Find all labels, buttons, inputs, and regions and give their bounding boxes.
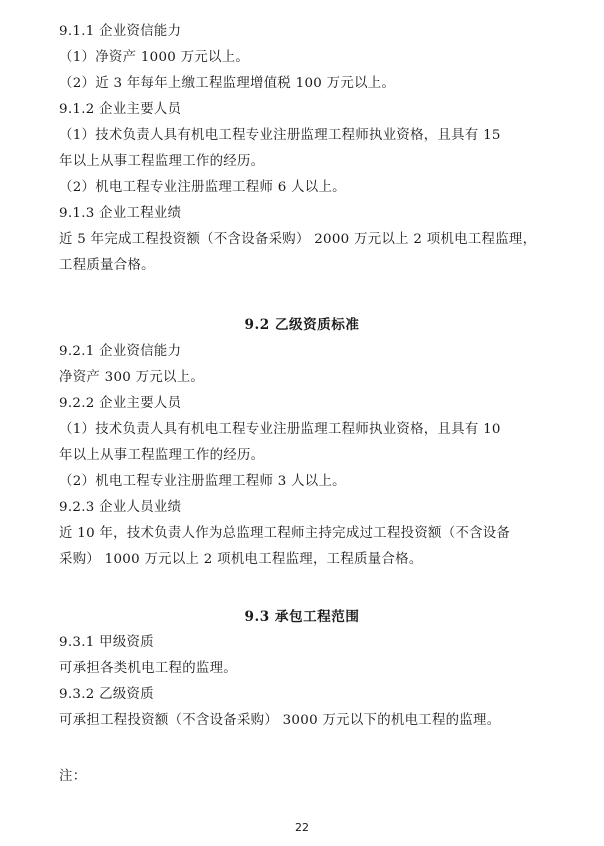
section-heading-9-2: 9.2 乙级资质标准	[244, 317, 360, 333]
section-heading-9-3: 9.3 承包工程范围	[244, 609, 360, 625]
paragraph: 可承担工程投资额（不含设备采购） 3000 万元以下的机电工程的监理。	[59, 713, 501, 728]
list-item: （2）近 3 年每年上缴工程监理增值税 100 万元以上。	[59, 76, 396, 91]
list-item: （1）净资产 1000 万元以上。	[59, 50, 250, 65]
paragraph: 净资产 300 万元以上。	[59, 370, 205, 385]
subsection-title-9-1-3: 9.1.3 企业工程业绩	[59, 206, 182, 221]
paragraph: 可承担各类机电工程的监理。	[59, 661, 237, 676]
page-number: 22	[295, 821, 309, 834]
subsection-title-9-3-1: 9.3.1 甲级资质	[59, 635, 154, 650]
paragraph-continuation: 年以上从事工程监理工作的经历。	[59, 154, 265, 169]
paragraph-continuation: 采购） 1000 万元以上 2 项机电工程监理，工程质量合格。	[59, 552, 423, 567]
list-item: （1）技术负责人具有机电工程专业注册监理工程师执业资格，且具有 15	[59, 128, 501, 143]
paragraph: 近 10 年，技术负责人作为总监理工程师主持完成过工程投资额（不含设备	[59, 526, 511, 541]
subsection-title-9-3-2: 9.3.2 乙级资质	[59, 687, 154, 702]
list-item: （2）机电工程专业注册监理工程师 6 人以上。	[59, 180, 346, 195]
list-item: （1）技术负责人具有机电工程专业注册监理工程师执业资格，且具有 10	[59, 422, 501, 437]
subsection-title-9-2-2: 9.2.2 企业主要人员	[59, 396, 182, 411]
note-label: 注：	[59, 769, 87, 784]
subsection-title-9-2-3: 9.2.3 企业人员业绩	[59, 500, 182, 515]
subsection-title-9-1-1: 9.1.1 企业资信能力	[59, 24, 182, 39]
subsection-title-9-1-2: 9.1.2 企业主要人员	[59, 102, 182, 117]
list-item: （2）机电工程专业注册监理工程师 3 人以上。	[59, 474, 346, 489]
subsection-title-9-2-1: 9.2.1 企业资信能力	[59, 344, 182, 359]
paragraph-continuation: 工程质量合格。	[59, 258, 155, 273]
paragraph-continuation: 年以上从事工程监理工作的经历。	[59, 448, 265, 463]
paragraph: 近 5 年完成工程投资额（不含设备采购） 2000 万元以上 2 项机电工程监理，	[59, 232, 537, 247]
